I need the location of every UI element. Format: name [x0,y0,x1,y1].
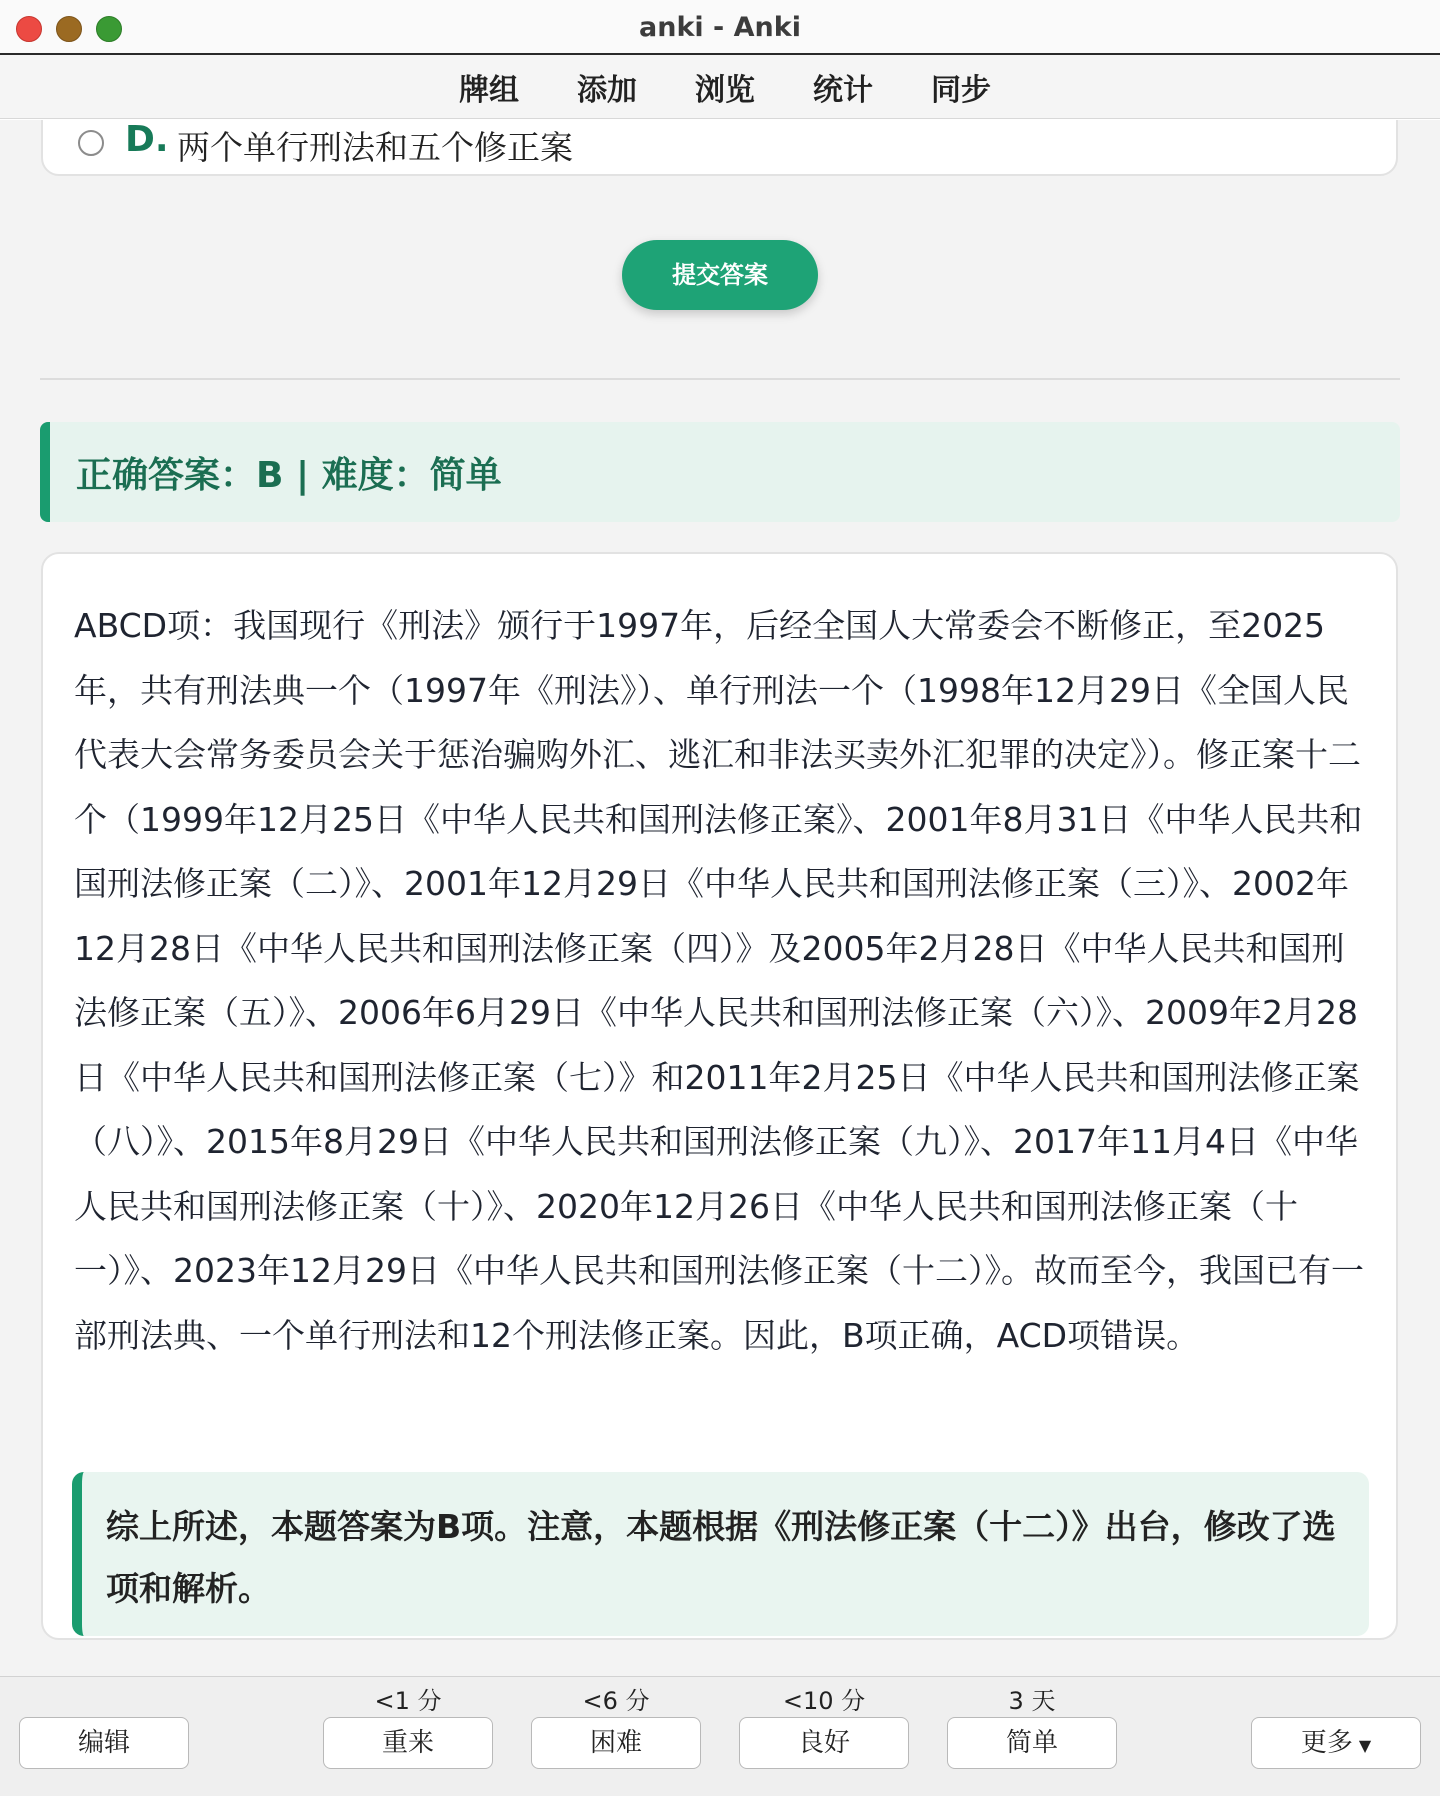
correct-answer-banner: 正确答案：B | 难度：简单 [40,422,1400,522]
easy-interval: 3 天 [1008,1687,1056,1715]
review-bottom-bar [0,1676,1440,1796]
section-divider [40,378,1400,380]
caret-down-icon: ▼ [1358,1736,1372,1755]
explanation-text: ABCD项：我国现行《刑法》颁行于1997年，后经全国人大常委会不断修正，至2025年，共有刑法典一个（1997年《刑法》）、单行刑法一个（1998年12月29日《全国人民代表大会常务委员会关于惩治骗购外汇、逃汇和非法买卖外汇犯罪的决定》）。修正案十二个（1999年12月25日《中华人民共和国刑法修正案》、2001年8月31日《中华人民共和国刑法修正案（二）》、2001年12月29日《中华人民共和国刑法修正案（三）》、2002年12月28日《中华人民共和国刑法修正案（四）》及2005年2月28日《中华人民共和国刑法修正案（五）》、2006年6月29日《中华人民共和国刑法修正案（六）》、2009年2月28日《中华人民共和国刑法修正案（七）》和2011年2月25日《中华人民共和国刑法修正案（八）》、2015年8月29日《中华人民共和国刑法修正案（九）》、2017年11月4日《中华人民共和国刑法修正案（十）》、2020年12月26日《中华人民共和国刑法修正案（十一）》、2023年12月29日《中华人民共和国刑法修正案（十二）》。故而至今，我国已有一部刑法典、一个单行刑法和12个刑法修正案。因此，B项正确，ACD项错误。 [74,606,1364,1355]
toolbar-add[interactable]: 添加 [577,72,637,108]
conclusion-box: 综上所述，本题答案为B项。注意，本题根据《刑法修正案（十二）》出台，修改了选项和解析。 [72,1472,1369,1636]
explanation-card [41,552,1398,1640]
toolbar-sync[interactable]: 同步 [931,72,991,108]
toolbar-browse[interactable]: 浏览 [695,72,755,108]
easy-button[interactable]: 简单 [947,1717,1117,1769]
again-button[interactable]: 重来 [323,1717,493,1769]
submit-answer-button[interactable]: 提交答案 [622,240,818,310]
good-button[interactable]: 良好 [739,1717,909,1769]
more-button[interactable] [1251,1717,1421,1769]
card-content [0,120,1440,1676]
option-card [41,120,1398,176]
toolbar-stats[interactable]: 统计 [813,72,873,108]
edit-button[interactable]: 编辑 [19,1717,189,1769]
option-d-letter: D. [125,120,169,160]
more-label: 更多 [1300,1728,1353,1758]
good-interval: <10 分 [782,1687,866,1715]
hard-interval: <6 分 [582,1687,650,1715]
title-bar [0,0,1440,55]
window-title: anki - Anki [639,12,801,43]
option-d-radio[interactable] [78,130,104,156]
again-interval: <1 分 [374,1687,442,1715]
toolbar-decks[interactable]: 牌组 [459,72,519,108]
hard-button[interactable]: 困难 [531,1717,701,1769]
main-toolbar [0,55,1440,119]
option-d-text: 两个单行刑法和五个修正案 [177,128,573,167]
